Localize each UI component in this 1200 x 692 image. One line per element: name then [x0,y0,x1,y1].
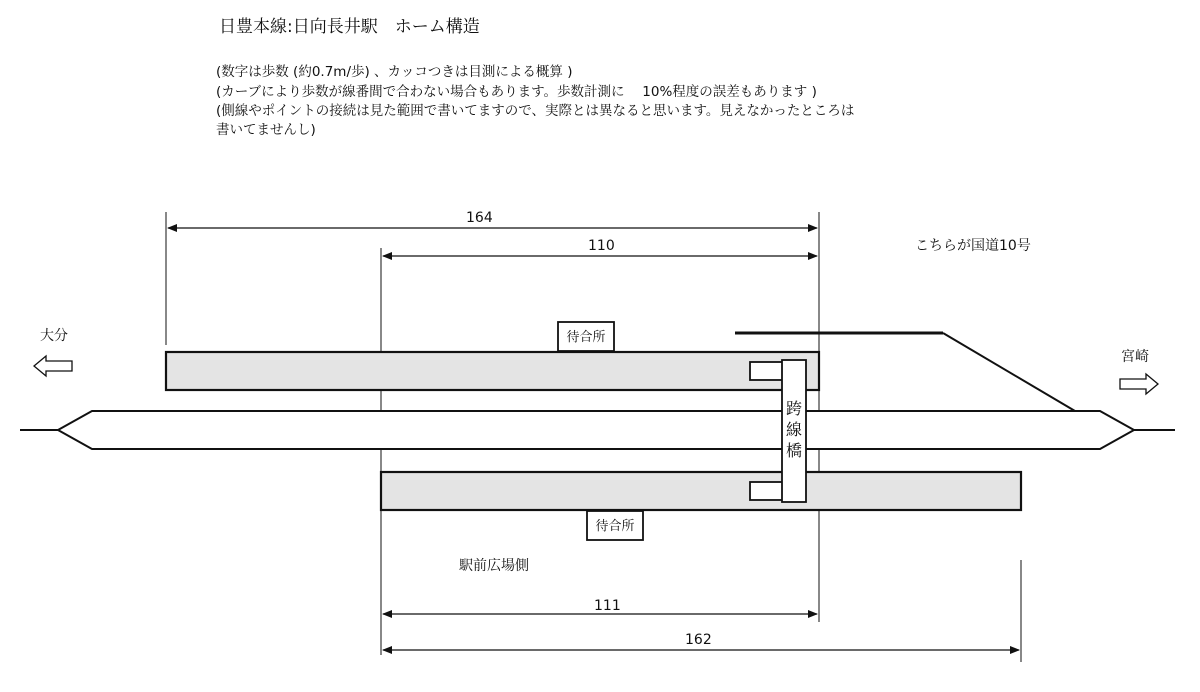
upper-platform [166,352,819,390]
footbridge [782,360,806,502]
track-band [58,411,1134,449]
arrow-right-icon [1120,374,1158,394]
note-line-1: (数字は歩数 (約0.7m/歩) 、カッコつきは目測による概算 ) [216,64,573,80]
waiting-room-upper-label: 待合所 [566,330,606,345]
station-plaza-side-label: 駅前広場側 [459,558,529,574]
footbridge-label-2: 線 [785,420,803,439]
note-line-3: (側線やポイントの接続は見た範囲で書いてますので、実際とは異なると思います。見えなかったところは [216,103,855,119]
dimension-lower-long-label: 162 [685,632,712,648]
waiting-room-lower [587,511,643,540]
dimension-lower-long [383,560,1021,662]
dimension-upper-short-label: 110 [588,238,615,254]
direction-right-label: 宮崎 [1121,349,1149,365]
direction-right [1120,348,1158,394]
footbridge-stair-lower [750,482,783,500]
diagram-title: 日豊本線:日向長井駅 ホーム構造 [219,17,480,37]
arrow-left-icon [34,356,72,376]
footbridge-stair-upper [750,362,783,380]
note-line-2: (カーブにより歩数が線番間で合わない場合もあります。歩数計測に 10%程度の誤差もあります ) [216,84,817,100]
waiting-room-lower-label: 待合所 [595,519,635,534]
dimension-lower-short-label: 111 [594,598,621,614]
direction-left [34,327,72,376]
dimension-upper-long-label: 164 [466,210,493,226]
footbridge-label-1: 跨 [785,399,803,418]
dimension-lower-short [383,598,817,614]
note-line-4: 書いてませんし) [216,122,316,138]
waiting-room-upper [558,322,614,351]
footbridge-label-3: 橋 [785,441,803,460]
road-note: こちらが国道10号 [915,238,1031,254]
direction-left-label: 大分 [40,328,68,344]
lower-platform [381,472,1021,510]
